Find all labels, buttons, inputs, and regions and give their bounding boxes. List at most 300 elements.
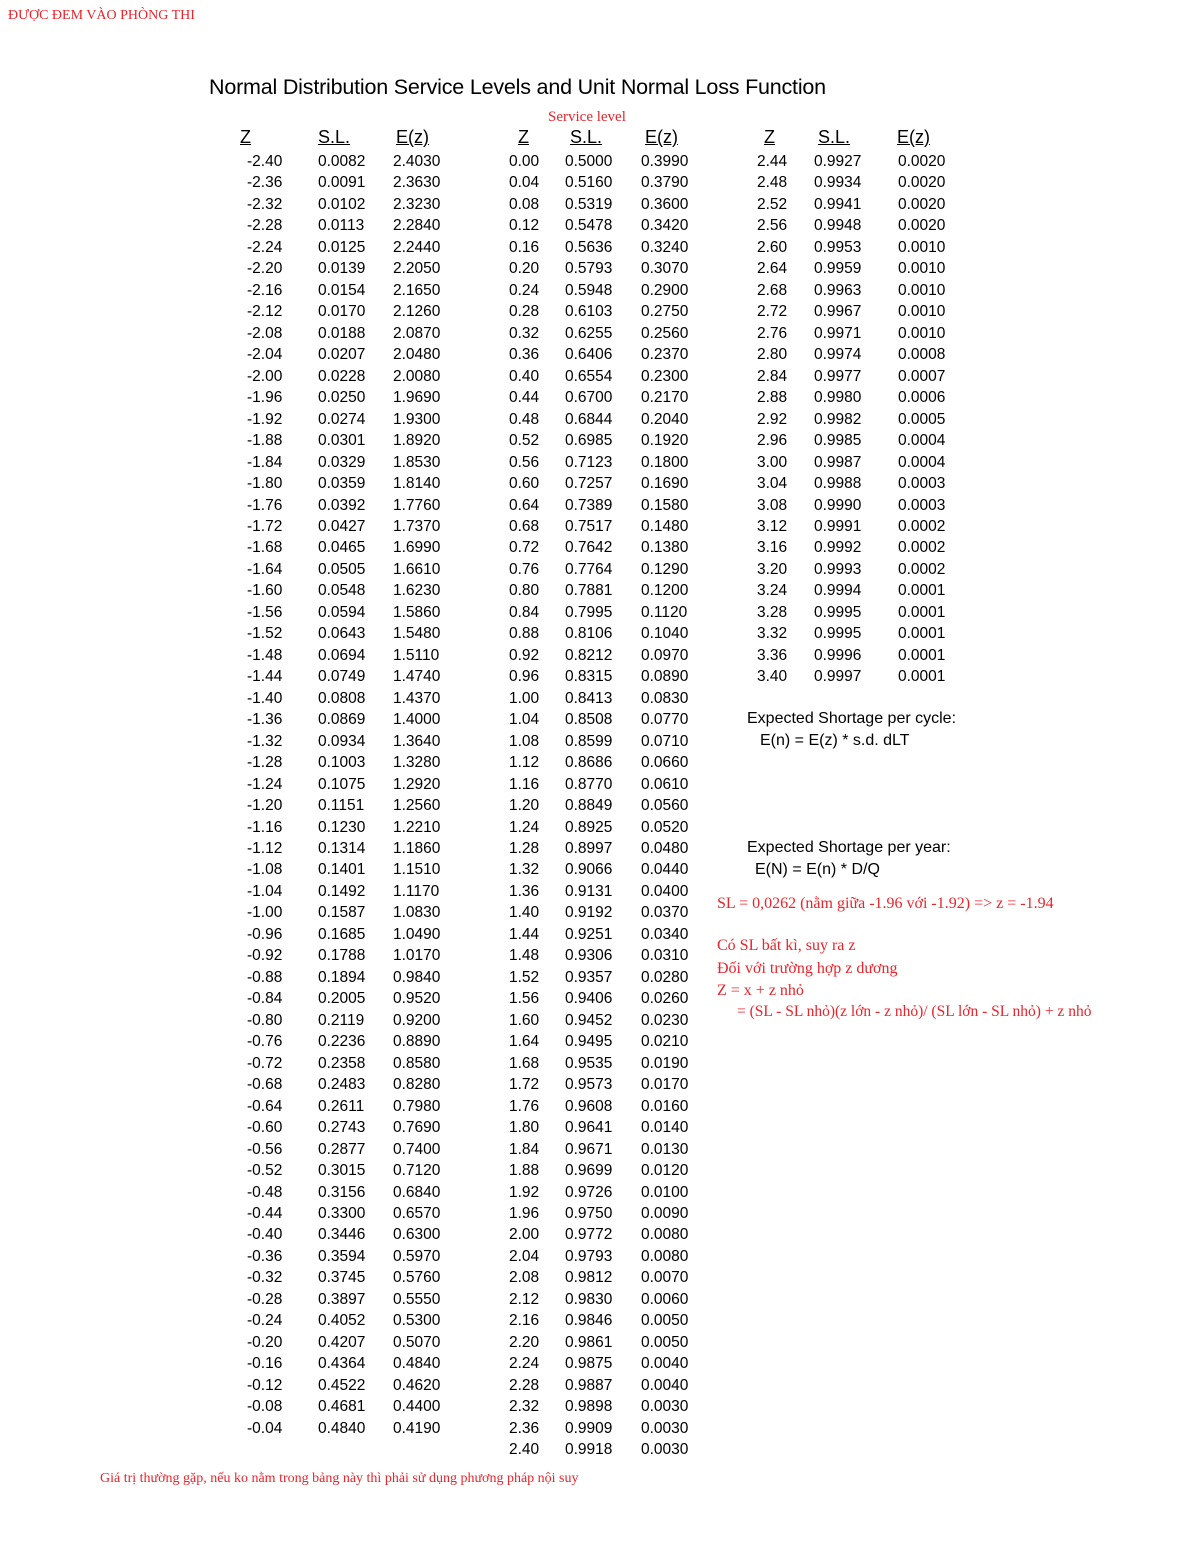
- bottom-note: Giá trị thường gặp, nếu ko nằm trong bảng này thì phải sử dụng phương pháp nội suy: [100, 1471, 579, 1486]
- sl-cell: 0.0548: [318, 582, 366, 600]
- ez-cell: 2.1650: [393, 281, 441, 299]
- z-cell: -0.80: [247, 1011, 283, 1029]
- z-cell: 1.52: [509, 968, 540, 986]
- z-cell: 3.12: [757, 517, 788, 535]
- sl-cell: 0.0113: [318, 217, 365, 235]
- sl-cell: 0.2358: [318, 1054, 366, 1072]
- z-cell: 2.04: [509, 1247, 540, 1265]
- z-cell: 1.64: [509, 1033, 540, 1051]
- sl-cell: 0.9988: [814, 475, 862, 493]
- z-cell: 2.92: [757, 410, 788, 428]
- sl-cell: 0.9995: [814, 603, 862, 621]
- z-cell: 2.28: [509, 1376, 540, 1394]
- ez-cell: 0.0340: [641, 925, 689, 943]
- ez-cell: 0.0007: [898, 367, 946, 385]
- ez-cell: 2.2840: [393, 217, 441, 235]
- z-cell: 2.16: [509, 1312, 540, 1330]
- ez-cell: 1.7760: [393, 496, 441, 514]
- z-cell: -1.48: [247, 646, 283, 664]
- ez-cell: 0.0610: [641, 775, 689, 793]
- sl-cell: 0.6700: [565, 389, 613, 407]
- z-cell: 1.48: [509, 947, 540, 965]
- ez-cell: 0.2750: [641, 303, 689, 321]
- sl-cell: 0.7881: [565, 582, 613, 600]
- sl-cell: 0.9535: [565, 1054, 613, 1072]
- z-cell: -0.04: [247, 1419, 283, 1437]
- sl-cell: 0.9846: [565, 1312, 613, 1330]
- sl-cell: 0.6985: [565, 432, 613, 450]
- ez-cell: 0.0970: [641, 646, 689, 664]
- sl-cell: 0.7123: [565, 453, 613, 471]
- sl-cell: 0.0329: [318, 453, 366, 471]
- ez-cell: 0.0230: [641, 1011, 689, 1029]
- z-cell: -1.92: [247, 410, 283, 428]
- z-cell: 1.00: [509, 689, 540, 707]
- z-cell: 2.40: [509, 1441, 540, 1459]
- sl-cell: 0.7389: [565, 496, 613, 514]
- z-cell: 1.32: [509, 861, 540, 879]
- ez-cell: 0.3420: [641, 217, 689, 235]
- z-cell: -1.20: [247, 797, 283, 815]
- sl-cell: 0.0749: [318, 668, 366, 686]
- ez-cell: 0.9840: [393, 968, 441, 986]
- ez-cell: 0.8580: [393, 1054, 441, 1072]
- ez-cell: 0.0020: [898, 195, 946, 213]
- sl-cell: 0.4364: [318, 1355, 366, 1373]
- table1-header-sl: S.L.: [318, 127, 351, 147]
- table3-header-sl: S.L.: [818, 127, 851, 147]
- ez-cell: 1.6230: [393, 582, 441, 600]
- z-cell: 0.40: [509, 367, 540, 385]
- z-cell: 1.36: [509, 882, 540, 900]
- sl-cell: 0.5948: [565, 281, 613, 299]
- sl-cell: 0.2005: [318, 990, 366, 1008]
- sl-cell: 0.8686: [565, 754, 613, 772]
- sl-cell: 0.4681: [318, 1398, 366, 1416]
- sl-cell: 0.9830: [565, 1290, 613, 1308]
- ez-cell: 1.3640: [393, 732, 441, 750]
- z-cell: 2.64: [757, 260, 788, 278]
- sl-cell: 0.9971: [814, 324, 862, 342]
- ez-cell: 0.0030: [641, 1441, 689, 1459]
- z-cell: -1.68: [247, 539, 283, 557]
- sl-cell: 0.9974: [814, 346, 862, 364]
- sl-cell: 0.1894: [318, 968, 366, 986]
- sl-cell: 0.9699: [565, 1162, 613, 1180]
- z-cell: 0.32: [509, 324, 540, 342]
- z-cell: -0.40: [247, 1226, 283, 1244]
- ez-cell: 0.0010: [898, 260, 946, 278]
- ez-cell: 0.0140: [641, 1119, 689, 1137]
- sl-cell: 0.9995: [814, 625, 862, 643]
- sl-cell: 0.7517: [565, 517, 613, 535]
- z-cell: 3.24: [757, 582, 788, 600]
- sl-cell: 0.8997: [565, 840, 613, 857]
- sl-cell: 0.0188: [318, 324, 366, 342]
- ez-cell: 0.0120: [641, 1162, 689, 1180]
- sl-cell: 0.8508: [565, 711, 613, 729]
- sl-cell: 0.9997: [814, 668, 862, 686]
- ez-cell: 0.3990: [641, 153, 689, 170]
- z-cell: -0.44: [247, 1204, 283, 1222]
- sl-cell: 0.9990: [814, 496, 862, 514]
- ez-cell: 0.0090: [641, 1204, 689, 1222]
- z-cell: -2.24: [247, 238, 283, 256]
- sl-cell: 0.0207: [318, 346, 366, 364]
- z-cell: -2.00: [247, 367, 283, 385]
- sl-cell: 0.5793: [565, 260, 613, 278]
- z-cell: -0.16: [247, 1355, 283, 1373]
- z-cell: 0.64: [509, 496, 540, 514]
- sl-cell: 0.1075: [318, 775, 366, 793]
- z-cell: 3.32: [757, 625, 788, 643]
- sl-cell: 0.0594: [318, 603, 366, 621]
- ez-cell: 1.9690: [393, 389, 441, 407]
- z-cell: 2.36: [509, 1419, 540, 1437]
- sl-cell: 0.9994: [814, 582, 862, 600]
- z-cell: -2.28: [247, 217, 283, 235]
- z-cell: -0.08: [247, 1398, 283, 1416]
- z-cell: 0.68: [509, 517, 540, 535]
- z-cell: 0.16: [509, 238, 540, 256]
- z-cell: -1.12: [247, 840, 283, 857]
- sl-cell: 0.7995: [565, 603, 613, 621]
- sl-cell: 0.8849: [565, 797, 613, 815]
- z-cell: -0.68: [247, 1076, 283, 1094]
- z-cell: 1.80: [509, 1119, 540, 1137]
- z-cell: 3.04: [757, 475, 788, 493]
- z-cell: 1.20: [509, 797, 540, 815]
- z-cell: 2.52: [757, 195, 788, 213]
- z-cell: 0.44: [509, 389, 540, 407]
- table2-header-ez: E(z): [645, 127, 678, 147]
- ez-cell: 0.0560: [641, 797, 689, 815]
- ez-cell: 0.0010: [898, 238, 946, 256]
- z-cell: 1.92: [509, 1183, 540, 1201]
- z-cell: -0.20: [247, 1333, 283, 1351]
- ez-cell: 0.0370: [641, 904, 689, 922]
- z-cell: -0.92: [247, 947, 283, 965]
- z-cell: 1.40: [509, 904, 540, 922]
- z-cell: 2.80: [757, 346, 788, 364]
- sl-cell: 0.9357: [565, 968, 613, 986]
- sl-cell: 0.2877: [318, 1140, 366, 1158]
- sl-cell: 0.0808: [318, 689, 366, 707]
- ez-cell: 0.1480: [641, 517, 689, 535]
- z-cell: -1.28: [247, 754, 283, 772]
- ez-cell: 0.5550: [393, 1290, 441, 1308]
- ez-cell: 0.4620: [393, 1376, 441, 1394]
- expected-shortage-year-label: Expected Shortage per year:: [747, 839, 951, 856]
- sl-cell: 0.3300: [318, 1204, 366, 1222]
- sl-cell: 0.4840: [318, 1419, 366, 1437]
- z-cell: -2.36: [247, 174, 283, 192]
- ez-cell: 0.0830: [641, 689, 689, 707]
- ez-cell: 0.0190: [641, 1054, 689, 1072]
- table3-header-ez: E(z): [897, 127, 930, 147]
- ez-cell: 2.3230: [393, 195, 441, 213]
- z-cell: -0.88: [247, 968, 283, 986]
- ez-cell: 0.0080: [641, 1226, 689, 1244]
- z-cell: 0.12: [509, 217, 540, 235]
- z-cell: -1.88: [247, 432, 283, 450]
- ez-cell: 0.1120: [641, 603, 688, 621]
- z-cell: 2.96: [757, 432, 788, 450]
- z-cell: 0.84: [509, 603, 540, 621]
- ez-cell: 0.0010: [898, 281, 946, 299]
- z-cell: 2.72: [757, 303, 788, 321]
- ez-cell: 0.0050: [641, 1333, 689, 1351]
- ez-cell: 0.0520: [641, 818, 689, 836]
- ez-cell: 0.0020: [898, 174, 946, 192]
- ez-cell: 0.0030: [641, 1398, 689, 1416]
- z-cell: 0.04: [509, 174, 540, 192]
- z-cell: 0.36: [509, 346, 540, 364]
- ez-cell: 0.0440: [641, 861, 689, 879]
- z-cell: 2.60: [757, 238, 788, 256]
- ez-cell: 0.0080: [641, 1247, 689, 1265]
- z-cell: -1.80: [247, 475, 283, 493]
- ez-cell: 0.0002: [898, 539, 946, 557]
- sl-cell: 0.3897: [318, 1290, 366, 1308]
- sl-cell: 0.9887: [565, 1376, 613, 1394]
- z-cell: -0.12: [247, 1376, 283, 1394]
- sl-cell: 0.9495: [565, 1033, 613, 1051]
- ez-cell: 0.6840: [393, 1183, 441, 1201]
- z-cell: -2.08: [247, 324, 283, 342]
- z-cell: -2.12: [247, 303, 283, 321]
- sl-cell: 0.0091: [318, 174, 366, 192]
- sl-cell: 0.8212: [565, 646, 613, 664]
- sl-cell: 0.1230: [318, 818, 366, 836]
- interp-note-line4: = (SL - SL nhỏ)(z lớn - z nhỏ)/ (SL lớn - SL nhỏ) + z nhỏ: [737, 1003, 1092, 1020]
- sl-cell: 0.9898: [565, 1398, 613, 1416]
- z-cell: 1.04: [509, 711, 540, 729]
- sl-cell: 0.8315: [565, 668, 613, 686]
- expected-shortage-cycle-label: Expected Shortage per cycle:: [747, 710, 957, 727]
- ez-cell: 0.4840: [393, 1355, 441, 1373]
- ez-cell: 2.0080: [393, 367, 441, 385]
- z-cell: 1.56: [509, 990, 540, 1008]
- ez-cell: 1.2920: [393, 775, 441, 793]
- ez-cell: 0.0400: [641, 882, 689, 900]
- z-cell: 3.40: [757, 668, 788, 686]
- sl-cell: 0.6255: [565, 324, 613, 342]
- ez-cell: 0.0006: [898, 389, 946, 407]
- z-cell: -1.96: [247, 389, 283, 407]
- ez-cell: 1.8920: [393, 432, 441, 450]
- ez-cell: 0.5300: [393, 1312, 441, 1330]
- ez-cell: 1.1860: [393, 840, 441, 857]
- z-cell: 0.76: [509, 560, 540, 578]
- ez-cell: 0.2370: [641, 346, 689, 364]
- sl-cell: 0.3446: [318, 1226, 366, 1244]
- z-cell: 0.48: [509, 410, 540, 428]
- sl-cell: 0.2743: [318, 1119, 366, 1137]
- sl-cell: 0.9963: [814, 281, 862, 299]
- sl-cell: 0.1587: [318, 904, 366, 922]
- sl-cell: 0.9909: [565, 1419, 613, 1437]
- z-cell: 3.08: [757, 496, 788, 514]
- ez-cell: 1.5480: [393, 625, 441, 643]
- sl-cell: 0.9977: [814, 367, 862, 385]
- z-cell: -0.96: [247, 925, 283, 943]
- ez-cell: 0.0660: [641, 754, 689, 772]
- ez-cell: 0.0480: [641, 840, 689, 857]
- ez-cell: 0.0020: [898, 217, 946, 235]
- z-cell: -1.16: [247, 818, 283, 836]
- z-cell: 1.24: [509, 818, 540, 836]
- sl-cell: 0.4207: [318, 1333, 366, 1351]
- z-cell: 1.96: [509, 1204, 540, 1222]
- sl-cell: 0.0301: [318, 432, 366, 450]
- ez-cell: 0.0770: [641, 711, 689, 729]
- ez-cell: 1.1510: [393, 861, 441, 879]
- sl-cell: 0.4522: [318, 1376, 366, 1394]
- ez-cell: 1.5110: [393, 646, 440, 664]
- ez-cell: 0.0070: [641, 1269, 689, 1287]
- z-cell: -0.24: [247, 1312, 283, 1330]
- ez-cell: 0.5970: [393, 1247, 441, 1265]
- sl-cell: 0.0869: [318, 711, 366, 729]
- ez-cell: 0.3070: [641, 260, 689, 278]
- ez-cell: 1.4370: [393, 689, 441, 707]
- z-cell: 2.56: [757, 217, 788, 235]
- sl-cell: 0.2119: [318, 1011, 365, 1029]
- sl-cell: 0.3745: [318, 1269, 366, 1287]
- sl-cell: 0.7764: [565, 560, 613, 578]
- ez-cell: 1.0830: [393, 904, 441, 922]
- z-cell: -0.32: [247, 1269, 283, 1287]
- ez-cell: 0.1040: [641, 625, 689, 643]
- sl-cell: 0.9066: [565, 861, 613, 879]
- sl-cell: 0.9982: [814, 410, 862, 428]
- sl-cell: 0.8770: [565, 775, 613, 793]
- ez-cell: 0.3600: [641, 195, 689, 213]
- ez-cell: 0.0050: [641, 1312, 689, 1330]
- z-cell: -0.76: [247, 1033, 283, 1051]
- z-cell: -0.56: [247, 1140, 283, 1158]
- sl-cell: 0.9131: [565, 882, 613, 900]
- service-level-label: Service level: [548, 109, 626, 125]
- sl-cell: 0.9996: [814, 646, 862, 664]
- z-cell: -2.04: [247, 346, 283, 364]
- z-cell: 1.28: [509, 840, 540, 857]
- z-cell: 2.44: [757, 153, 788, 170]
- ez-cell: 1.2560: [393, 797, 441, 815]
- sl-cell: 0.1401: [318, 861, 366, 879]
- ez-cell: 0.8280: [393, 1076, 441, 1094]
- page-title: Normal Distribution Service Levels and Unit Normal Loss Function: [209, 75, 826, 99]
- sl-cell: 0.9918: [565, 1441, 613, 1459]
- ez-cell: 1.7370: [393, 517, 441, 535]
- ez-cell: 1.5860: [393, 603, 441, 621]
- sl-cell: 0.6554: [565, 367, 613, 385]
- ez-cell: 0.0003: [898, 496, 946, 514]
- sl-cell: 0.5319: [565, 195, 613, 213]
- ez-cell: 0.0004: [898, 453, 946, 471]
- z-cell: 0.08: [509, 195, 540, 213]
- ez-cell: 0.4190: [393, 1419, 441, 1437]
- z-cell: 2.12: [509, 1290, 540, 1308]
- sl-cell: 0.1314: [318, 840, 366, 857]
- ez-cell: 0.1290: [641, 560, 689, 578]
- ez-cell: 0.2170: [641, 389, 689, 407]
- ez-cell: 1.4740: [393, 668, 441, 686]
- sl-cell: 0.1151: [318, 797, 365, 815]
- ez-cell: 0.9520: [393, 990, 441, 1008]
- ez-cell: 0.0160: [641, 1097, 689, 1115]
- z-cell: 1.12: [509, 754, 540, 772]
- z-cell: -1.64: [247, 560, 283, 578]
- z-cell: -1.24: [247, 775, 283, 793]
- sl-cell: 0.9927: [814, 153, 862, 170]
- z-cell: -0.72: [247, 1054, 283, 1072]
- z-cell: 2.08: [509, 1269, 540, 1287]
- ez-cell: 0.0001: [898, 646, 946, 664]
- sl-cell: 0.9641: [565, 1119, 613, 1137]
- z-cell: 2.76: [757, 324, 788, 342]
- z-cell: -1.72: [247, 517, 283, 535]
- z-cell: 3.20: [757, 560, 788, 578]
- sl-cell: 0.5000: [565, 153, 613, 170]
- sl-cell: 0.0392: [318, 496, 366, 514]
- ez-cell: 0.0890: [641, 668, 689, 686]
- ez-cell: 0.0040: [641, 1355, 689, 1373]
- ez-cell: 0.2560: [641, 324, 689, 342]
- sl-cell: 0.9980: [814, 389, 862, 407]
- sl-cell: 0.9573: [565, 1076, 613, 1094]
- z-cell: -1.84: [247, 453, 283, 471]
- ez-cell: 0.3240: [641, 238, 689, 256]
- z-cell: -2.16: [247, 281, 283, 299]
- ez-cell: 0.6300: [393, 1226, 441, 1244]
- sl-cell: 0.9953: [814, 238, 862, 256]
- sl-cell: 0.0170: [318, 303, 366, 321]
- ez-cell: 0.0040: [641, 1376, 689, 1394]
- sl-cell: 0.0359: [318, 475, 366, 493]
- interp-note-line1: Có SL bất kì, suy ra z: [717, 937, 856, 954]
- z-cell: 1.60: [509, 1011, 540, 1029]
- sl-cell: 0.9772: [565, 1226, 613, 1244]
- sl-cell: 0.9812: [565, 1269, 613, 1287]
- ez-cell: 0.0004: [898, 432, 946, 450]
- sl-cell: 0.1492: [318, 882, 366, 900]
- sl-cell: 0.0228: [318, 367, 366, 385]
- sl-cell: 0.0465: [318, 539, 366, 557]
- ez-cell: 0.0030: [641, 1419, 689, 1437]
- sl-cell: 0.9406: [565, 990, 613, 1008]
- table2-header-sl: S.L.: [570, 127, 603, 147]
- table2-header-z: Z: [518, 127, 529, 147]
- z-cell: 0.92: [509, 646, 540, 664]
- sl-cell: 0.9192: [565, 904, 613, 922]
- z-cell: -1.40: [247, 689, 283, 707]
- sl-cell: 0.4052: [318, 1312, 366, 1330]
- ez-cell: 1.0490: [393, 925, 441, 943]
- sl-cell: 0.9251: [565, 925, 613, 943]
- z-cell: -0.84: [247, 990, 283, 1008]
- ez-cell: 0.0280: [641, 968, 689, 986]
- z-cell: 2.32: [509, 1398, 540, 1416]
- sl-cell: 0.9991: [814, 517, 862, 535]
- sl-cell: 0.9959: [814, 260, 862, 278]
- z-cell: 2.88: [757, 389, 788, 407]
- sl-cell: 0.1685: [318, 925, 366, 943]
- sl-cell: 0.0154: [318, 281, 366, 299]
- ez-cell: 0.0003: [898, 475, 946, 493]
- z-cell: 0.80: [509, 582, 540, 600]
